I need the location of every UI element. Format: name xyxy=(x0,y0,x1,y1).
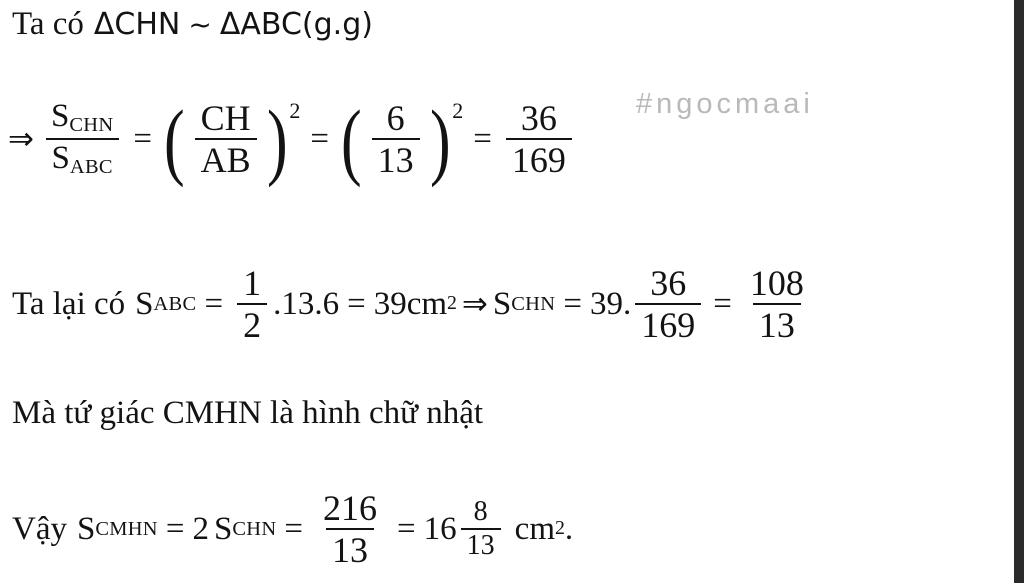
equals-3: = xyxy=(473,120,492,157)
s-chn-subscript-2: CHN xyxy=(511,292,556,315)
line1-prefix: Ta có xyxy=(12,6,84,42)
watermark-text: #ngocmaai xyxy=(636,88,814,120)
fraction-numerator: 6 xyxy=(386,98,405,138)
similar-symbol: ~ xyxy=(188,7,212,41)
fraction-108-13 xyxy=(744,265,810,343)
s-abc-label-2: S xyxy=(135,285,154,322)
equals-4: = xyxy=(204,285,224,322)
fraction-numerator: 1 xyxy=(243,263,262,303)
paren-close-1: ) xyxy=(266,92,288,189)
fraction-numerator: 36 xyxy=(520,98,557,138)
fraction-numerator: 216 xyxy=(323,488,378,528)
paren-open-1: ( xyxy=(164,92,185,189)
equals-7: = xyxy=(713,285,732,322)
s-cmhn-subscript: CMHN xyxy=(95,517,158,540)
s-chn-subscript: CHN xyxy=(69,114,114,137)
equals-1: = xyxy=(133,120,153,157)
s-cmhn-label: S xyxy=(76,510,96,547)
math-line-3 xyxy=(12,265,814,343)
line5-unit-exponent: 2 xyxy=(555,517,565,540)
line5-coefficient: 2 xyxy=(192,510,209,547)
exponent-2-b: 2 xyxy=(452,98,464,123)
s-abc-label: S xyxy=(51,140,70,176)
equals-2: = xyxy=(310,120,329,157)
line1-triangle-chn: ΔCHN xyxy=(93,6,181,42)
equals-6: = xyxy=(563,285,582,322)
line3-area-exponent: 2 xyxy=(447,292,457,315)
fraction-numerator: 8 xyxy=(473,496,488,527)
equals-8: = xyxy=(165,510,185,547)
scan-edge-strip xyxy=(1014,0,1024,583)
fraction-denominator: 169 xyxy=(506,138,572,178)
fraction-numerator: 36 xyxy=(650,263,687,303)
math-line-4 xyxy=(12,397,483,430)
line5-prefix: Vậy xyxy=(12,510,67,547)
math-line-2 xyxy=(8,92,578,189)
paren-close-2: ) xyxy=(429,92,451,189)
s-chn-label-2: S xyxy=(492,285,512,322)
implies-symbol-2: ⇒ xyxy=(461,285,488,322)
line3-multiplication: .13.6 xyxy=(273,285,340,322)
fraction-s-ratio xyxy=(45,100,119,177)
line4-text: Mà tứ giác CMHN là hình chữ nhật xyxy=(12,395,484,431)
fraction-denominator: 13 xyxy=(461,528,501,560)
fraction-numerator: 108 xyxy=(749,263,804,303)
s-abc-subscript: ABC xyxy=(69,156,113,179)
fraction-denominator: AB xyxy=(195,138,257,178)
equals-5: = xyxy=(347,285,366,322)
math-line-1 xyxy=(12,8,373,41)
fraction-ch-ab xyxy=(195,100,257,178)
mixed-number-whole: 16 xyxy=(423,510,457,547)
math-line-5 xyxy=(12,490,573,568)
fraction-denominator: 13 xyxy=(372,138,420,178)
fraction-denominator: 13 xyxy=(753,303,801,343)
s-chn-label: S xyxy=(50,98,70,135)
fraction-denominator: 2 xyxy=(237,303,267,343)
fraction-denominator: 169 xyxy=(635,303,701,343)
fraction-8-13 xyxy=(461,498,501,560)
paren-open-2: ( xyxy=(340,92,362,189)
line3-prefix: Ta lại có xyxy=(12,285,126,322)
line3-factor: 39. xyxy=(589,285,632,322)
fraction-36-169 xyxy=(506,100,572,178)
line3-area-value: 39cm xyxy=(373,285,448,322)
fraction-36-169-b xyxy=(635,265,701,343)
fraction-216-13 xyxy=(317,490,383,568)
equals-9: = xyxy=(284,510,304,547)
fraction-6-13 xyxy=(372,100,420,178)
fraction-1-2 xyxy=(237,265,267,343)
fraction-numerator xyxy=(45,100,119,138)
fraction-denominator xyxy=(46,138,119,178)
s-chn-subscript-3: CHN xyxy=(232,517,277,540)
fraction-denominator: 13 xyxy=(326,528,374,568)
line5-unit: cm xyxy=(514,510,555,547)
fraction-numerator: CH xyxy=(200,98,251,138)
line5-period: . xyxy=(564,510,574,547)
line1-triangle-abc: ΔABC(g.g) xyxy=(219,6,373,42)
exponent-2-a: 2 xyxy=(289,98,301,123)
s-abc-subscript-2: ABC xyxy=(153,292,197,315)
equals-10: = xyxy=(397,510,416,547)
s-chn-label-3: S xyxy=(214,510,233,547)
implies-symbol-1: ⇒ xyxy=(8,120,34,157)
